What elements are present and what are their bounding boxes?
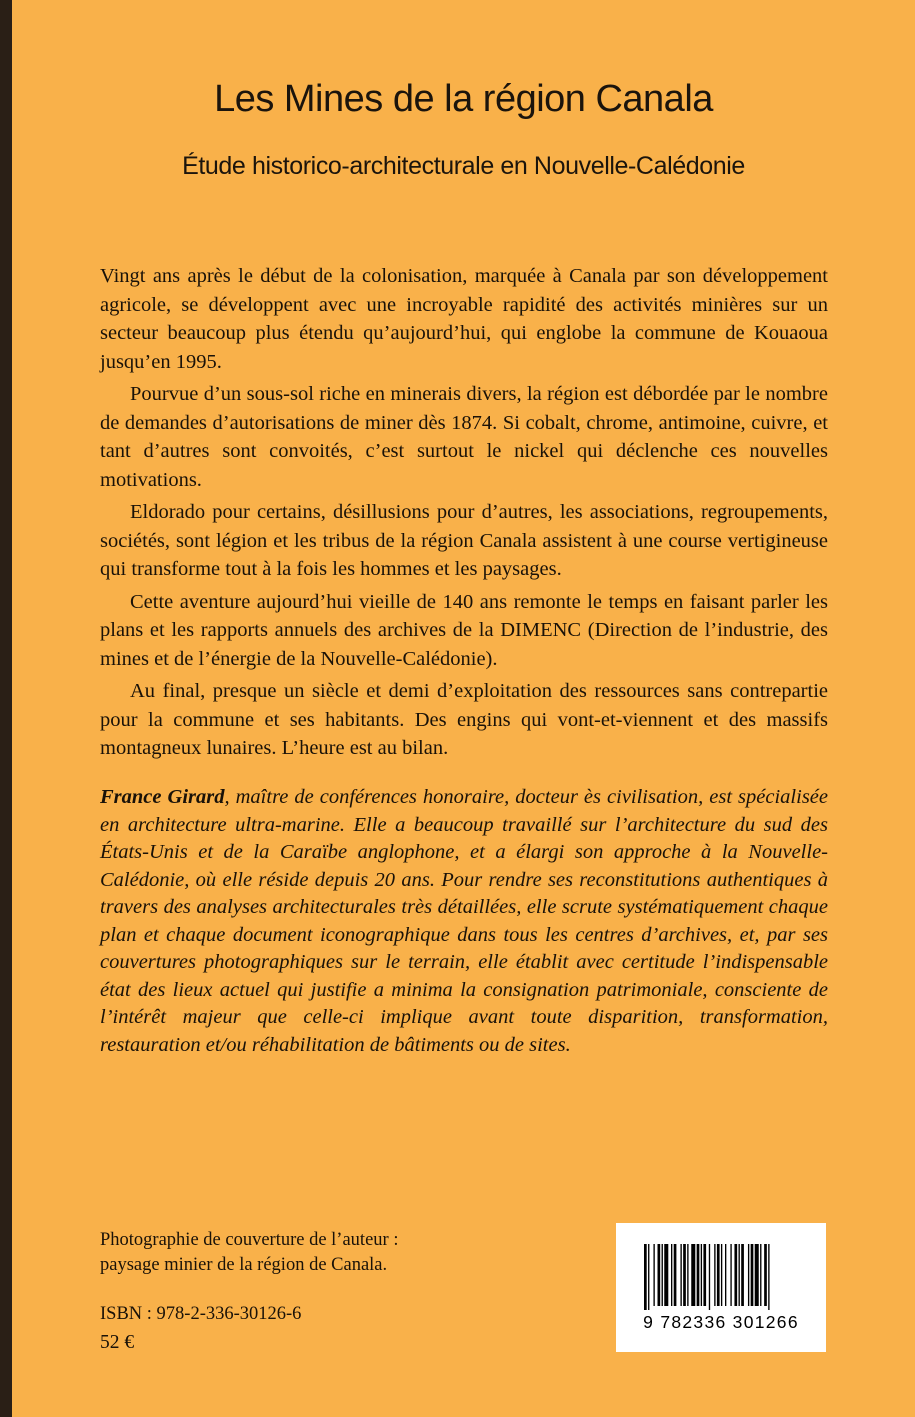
summary-paragraph: Cette aventure aujourd’hui vieille de 140 ans remonte le temps en faisant parler les plans et les rapports annuels des archives de la DIMENC (Direction de l’industrie, des mines et de l’énergie de la Nouvelle-Calédonie). <box>100 590 828 670</box>
barcode-bar <box>691 1244 695 1306</box>
barcode-bar <box>751 1244 754 1306</box>
barcode-bar <box>683 1244 686 1306</box>
spine-edge <box>0 0 12 1417</box>
summary-paragraph: Eldorado pour certains, désillusions pour d’autres, les associations, regroupements, sociétés, sont légion et les tribus de la région Canala assistent à une course vertigineuse qui transforme tout à la fois les hommes et les paysages. <box>100 501 828 580</box>
barcode-bars <box>644 1244 798 1310</box>
barcode-bar <box>674 1244 677 1306</box>
barcode-bar <box>764 1244 767 1306</box>
barcode-bar <box>725 1244 726 1306</box>
price: 52 € <box>100 1332 135 1353</box>
barcode-bar <box>734 1244 737 1306</box>
barcode-number: 9 782336 301266 <box>643 1312 799 1332</box>
isbn: ISBN : 978-2-336-30126-6 <box>100 1304 302 1324</box>
barcode-bar <box>760 1244 761 1306</box>
barcode-bar <box>721 1244 722 1306</box>
barcode-bar <box>648 1244 649 1310</box>
book-subtitle: Étude historico-architecturale en Nouvelle-Calédonie <box>182 152 745 180</box>
summary-text <box>100 262 828 763</box>
barcode-bar <box>730 1244 731 1306</box>
barcode-bar <box>687 1244 688 1306</box>
book-title: Les Mines de la région Canala <box>214 78 713 120</box>
summary-paragraph: Pourvue d’un sous-sol riche en minerais divers, la région est débordée par le nombre de demandes d’autorisations de miner dès 1874. Si cobalt, chrome, antimoine, cuivre, et tant d’autres sont convoités, c’est surtout le nickel qui déclenche ces nouvelles motivations. <box>100 383 828 491</box>
barcode-bar <box>671 1244 672 1306</box>
barcode-bar <box>739 1244 740 1306</box>
barcode-bar <box>662 1244 663 1306</box>
author-bio <box>100 784 828 1059</box>
barcode <box>616 1223 826 1352</box>
summary-paragraph: Vingt ans après le début de la colonisation, marquée à Canala par son développement agricole, se développent avec une incroyable rapidité des activités minières sur un secteur beaucoup plus étendu qu’aujourd’hui, qui englobe la commune de Kouaoua jusqu’en 1995. <box>100 265 828 373</box>
barcode-bar <box>697 1244 700 1306</box>
author-name: France Girard <box>100 786 225 808</box>
barcode-bar <box>644 1244 647 1310</box>
barcode-bar <box>717 1244 720 1306</box>
photo-credit <box>100 1228 398 1278</box>
photo-credit-line: paysage minier de la région de Canala. <box>100 1255 388 1275</box>
barcode-bar <box>653 1244 654 1306</box>
barcode-bar <box>741 1244 744 1306</box>
barcode-bar <box>701 1244 702 1306</box>
barcode-bar <box>658 1244 661 1306</box>
barcode-bar <box>664 1244 668 1306</box>
barcode-bar <box>680 1244 681 1306</box>
barcode-bar <box>748 1244 749 1306</box>
barcode-bar <box>709 1244 710 1310</box>
barcode-bar <box>755 1244 759 1306</box>
photo-credit-line: Photographie de couverture de l’auteur : <box>100 1230 399 1250</box>
barcode-bar <box>714 1244 715 1306</box>
author-bio-text: , maître de conférences honoraire, docteur ès civilisation, est spécialisée en architecture ultra-marine. Elle a beaucoup travaillé sur l’architecture du sud des États-Unis et de la Caraïbe anglophone, et a élargi son approche à la Nouvelle-Calédonie, où elle réside depuis 20 ans. Pour rendre ses reconstitutions authentiques à travers des analyses architecturales très détaillées, elle scrute systématiquement chaque plan et chaque document iconographique dans tous les centres d’archives, et, par ses couvertures photographiques sur le terrain, elle établit avec certitude l’indispensable état des lieux actuel qui justifie a minima la consignation patrimoniale, consciente de l’intérêt majeur que celle-ci implique avant toute disparition, transformation, restauration et/ou réhabilitation de bâtiments ou de sites. <box>100 786 828 1056</box>
barcode-bar <box>703 1244 706 1306</box>
summary-paragraph: Au final, presque un siècle et demi d’exploitation des ressources sans contrepartie pour la commune et ses habitants. Des engins qui vont-et-viennent et des massifs montagneux lunaires. L’heure est au bilan. <box>100 680 828 759</box>
barcode-bar <box>768 1244 769 1310</box>
